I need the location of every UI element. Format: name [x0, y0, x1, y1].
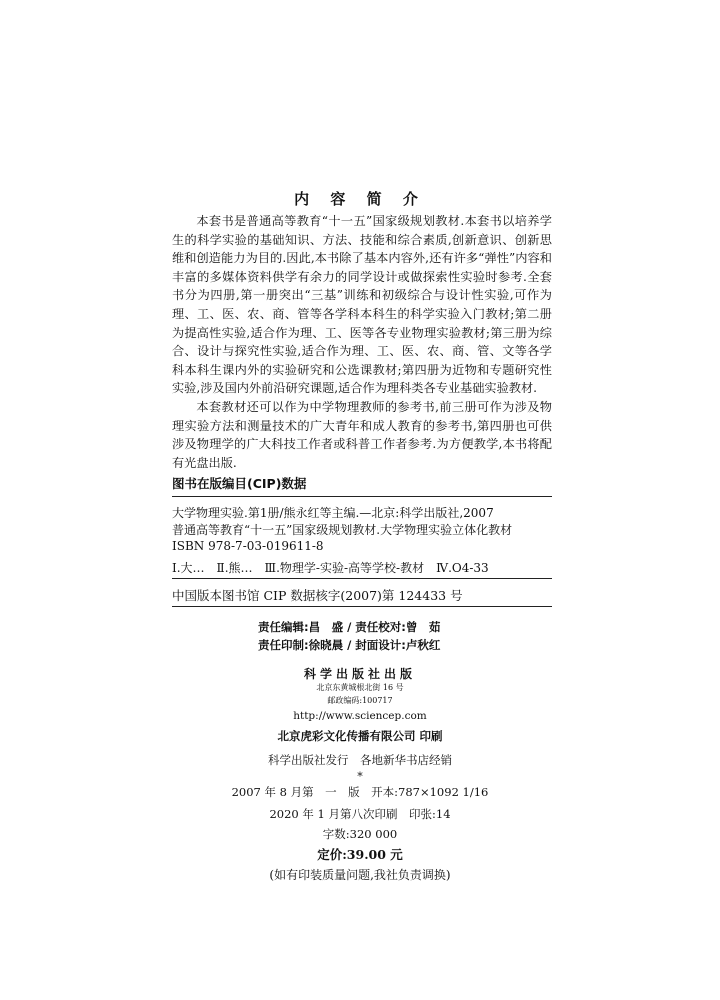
cip-middle-rule — [172, 578, 552, 579]
printing-info: 2020 年 1 月第八次印刷 印张:14 — [269, 807, 451, 821]
cip-classification: Ⅰ.大… Ⅱ.熊… Ⅲ.物理学-实验-高等学校-教材 Ⅳ.O4-33 — [172, 561, 489, 575]
cip-record — [172, 505, 552, 555]
price: 定价:39.00 元 — [317, 847, 403, 862]
summary-body — [172, 212, 552, 472]
cip-bottom-rule — [172, 606, 552, 607]
distributor: 科学出版社发行 各地新华书店经销 — [268, 753, 452, 767]
separator-star: * — [357, 770, 363, 783]
word-count: 字数:320 000 — [322, 827, 398, 841]
summary-paragraph: 本套教材还可以作为中学物理教师的参考书,前三册可作为涉及物理实验方法和测量技术的广大青年和成人教育的参考书,第四册也可供涉及物理学的广大科技工作者或科普工作者参考.为方便教学,本书将配有光盘出版. — [172, 399, 552, 470]
cip-heading: 图书在版编目(CIP)数据 — [172, 476, 307, 491]
quality-notice: (如有印装质量问题,我社负责调换) — [269, 868, 451, 882]
summary-title: 内 容 简 介 — [294, 190, 426, 208]
edition-info: 2007 年 8 月第 一 版 开本:787×1092 1/16 — [231, 785, 489, 799]
cip-line: 大学物理实验.第1册/熊永红等主编.—北京:科学出版社,2007 — [172, 506, 494, 520]
credits-production: 责任印制:徐晓晨 / 封面设计:卢秋红 — [258, 638, 441, 652]
cip-line: 普通高等教育“十一五”国家级规划教材.大学物理实验立体化教材 — [172, 522, 513, 537]
cip-line: ISBN 978-7-03-019611-8 — [172, 539, 324, 553]
cip-top-rule — [172, 496, 552, 497]
publisher-name: 科学出版社出版 — [303, 667, 416, 681]
publisher-address: 北京东黄城根北街 16 号 — [316, 683, 404, 692]
credits-editors: 责任编辑:昌 盛 / 责任校对:曾 茹 — [258, 620, 441, 634]
printer-name: 北京虎彩文化传播有限公司 印刷 — [277, 729, 443, 743]
summary-paragraph: 本套书是普通高等教育“十一五”国家级规划教材.本套书以培养学生的科学实验的基础知识、方法、技能和综合素质,创新意识、创新思维和创造能力为目的.因此,本书除了基本内容外,还有许多“弹性”内容和丰富的多媒体资料供学有余力的同学设计或做探索性实验时参考.全套书分为四册,第一册突出“三基”训练和初级综合与设计性实验,可作为理、工、医、农、商、管等各学科本科生的科学实验入门教材;第二册为提高性实验,适合作为理、工、医等各专业物理实验教材;第三册为综合、设计与探究性实验,适合作为理、工、医、农、商、管、文等各学科本科生课内外的实验研究和公选课教材;第四册为近物和专题研究性实验,涉及国内外前沿研究课题,适合作为理科类各专业基础实验教材. — [172, 214, 552, 396]
cip-number: 中国版本图书馆 CIP 数据核字(2007)第 124433 号 — [172, 588, 463, 603]
publisher-url: http://www.sciencep.com — [293, 710, 427, 722]
publisher-postcode: 邮政编码:100717 — [327, 696, 393, 705]
